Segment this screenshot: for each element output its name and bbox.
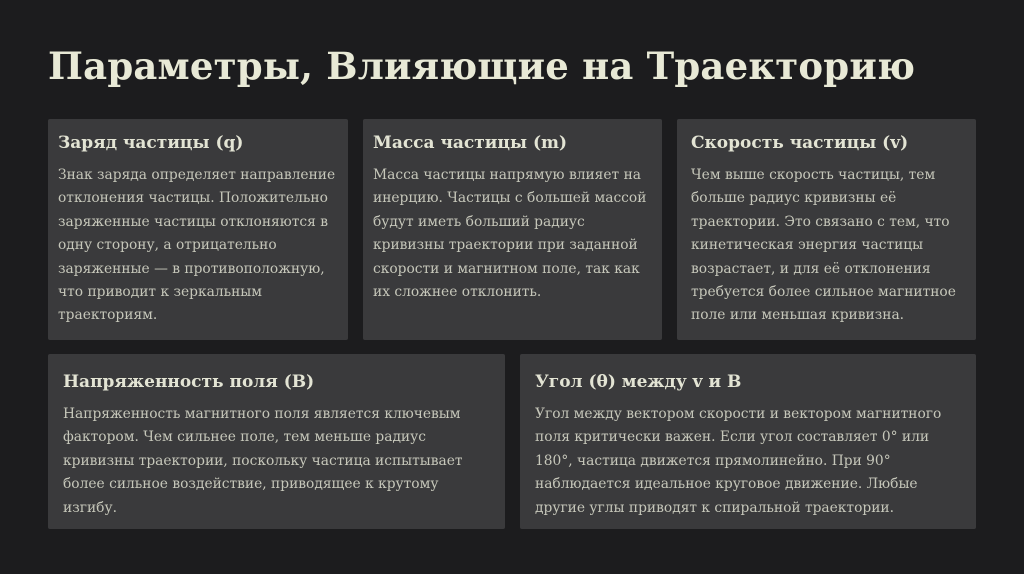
card-field-strength — [48, 354, 505, 529]
card-text: Чем выше скорость частицы, тем больше радиус кривизны её траектории. Это связано с тем, что кинетическая энергия частицы возрастает, и для её отклонения требуется более сильное магнитное поле или меньшая кривизна. — [691, 167, 956, 324]
card-title: Заряд частицы (q) — [58, 133, 244, 153]
card-text: Напряженность магнитного поля является ключевым фактором. Чем сильнее поле, тем меньше радиус кривизны траектории, поскольку частица испытывает более сильное воздействие, приводящее к крутому изгибу. — [63, 406, 463, 516]
card-title: Масса частицы (m) — [373, 133, 568, 153]
card-mass — [363, 119, 662, 340]
card-title: Скорость частицы (v) — [691, 133, 909, 153]
slide-title: Параметры, Влияющие на Траекторию — [48, 44, 916, 88]
card-text: Знак заряда определяет направление отклонения частицы. Положительно заряженные частицы отклоняются в одну сторону, а отрицательно заряженные — в противоположную, что приводит к зеркальным траекториям. — [58, 167, 336, 324]
card-title: Угол (θ) между v и B — [535, 372, 742, 392]
card-text: Масса частицы напрямую влияет на инерцию. Частицы с большей массой будут иметь больший радиус кривизны траектории при заданной скорости и магнитном поле, так как их сложнее отклонить. — [373, 167, 647, 301]
card-title: Напряженность поля (B) — [63, 372, 315, 392]
card-velocity — [677, 119, 976, 340]
card-angle — [520, 354, 976, 529]
card-charge — [48, 119, 348, 340]
card-text: Угол между вектором скорости и вектором магнитного поля критически важен. Если угол составляет 0° или 180°, частица движется прямолинейно. При 90° наблюдается идеальное круговое движение. Любые другие углы приводят к спиральной траектории. — [535, 406, 942, 516]
